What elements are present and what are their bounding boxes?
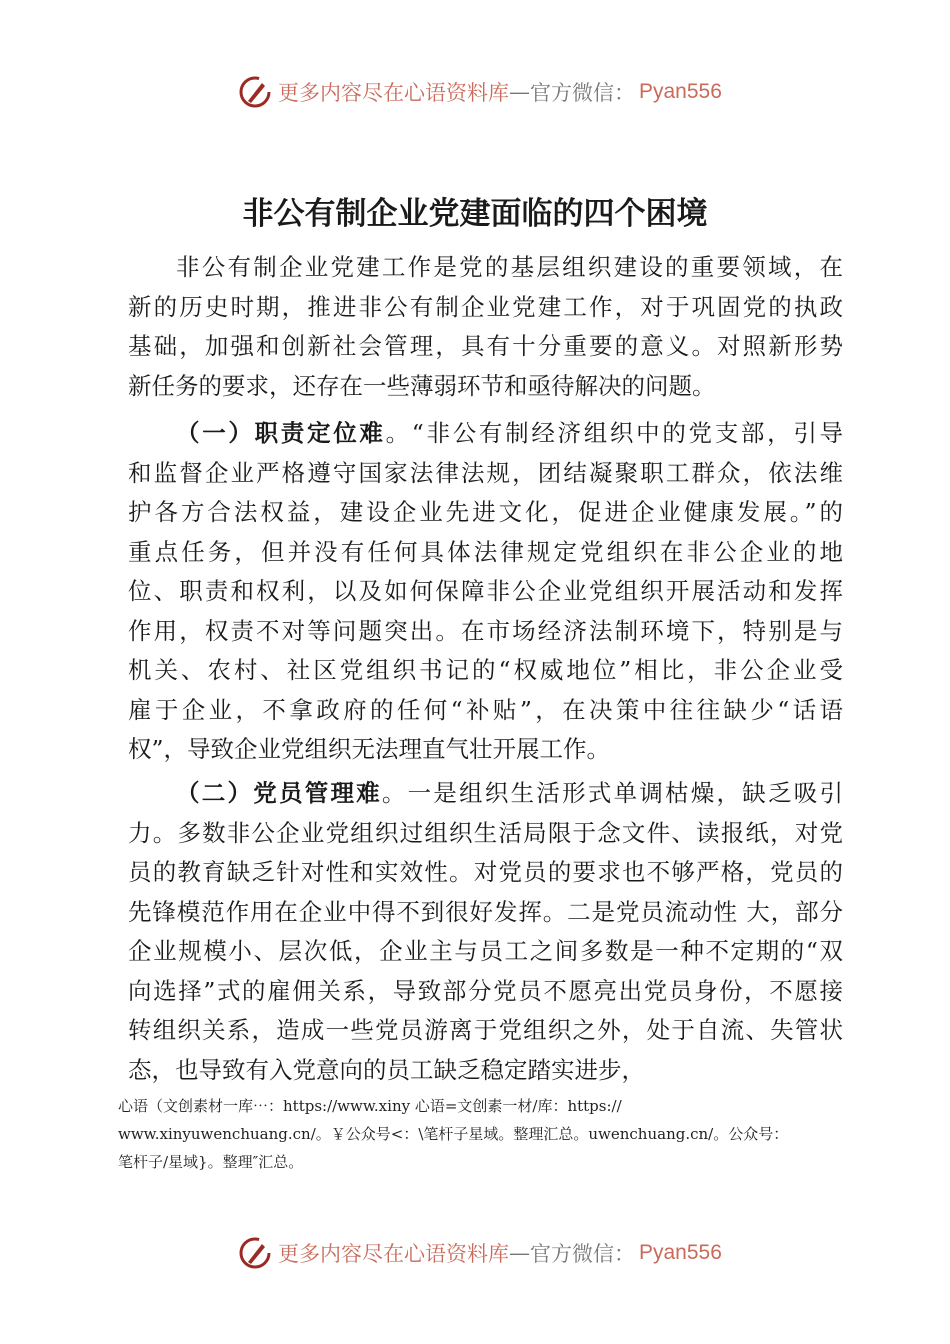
text-line [128,414,843,454]
top-banner[interactable] [238,72,738,112]
pen-logo-icon [238,1236,272,1270]
text-line: 转组织关系，造成一些党员游离于党组织之外，处于自流、失管状 [128,1016,843,1044]
text-line: 基础，加强和创新社会管理，具有十分重要的意义。对照新形势 [128,332,843,360]
footnote-line: www.xinyuwenchuang.cn/。￥公众号<：\笔杆子星域。整理汇总。uwenchuang.cn/。公众号： [118,1125,789,1143]
footnote [118,1092,838,1176]
text-line: 位、职责和权利，以及如何保障非公企业党组织开展活动和发挥 [128,577,843,605]
section-heading: （二）党员管理难 [176,779,382,807]
banner-wechat-label: 官方微信： [530,81,635,105]
text-line: 权”，导致企业党组织无法理直气壮开展工作。 [128,735,611,763]
banner-separator: — [509,1241,530,1265]
text-line: 力。多数非公企业党组织过组织生活局限于念文件、读报纸，对党 [128,818,843,847]
paragraph-section-1 [128,414,843,770]
paragraph-intro [128,248,843,406]
section-heading: （一）职责定位难 [176,419,386,447]
text-line: 员的教育缺乏针对性和实效性。对党员的要求也不够严格，党员的 [128,858,843,886]
banner-separator: — [509,80,530,104]
text-line: 先锋模范作用在企业中得不到很好发挥。二是党员流动性 大，部分 [128,897,843,926]
bottom-banner[interactable] [238,1233,738,1273]
banner-wechat-id: Pyan556 [639,80,722,103]
text-line: 重点任务，但并没有任何具体法律规定党组织在非公企业的地 [128,537,843,566]
text-line: 新的历史时期，推进非公有制企业党建工作，对于巩固党的执政 [128,292,843,321]
footnote-line: 笔杆子/星域}。整理″汇总。 [118,1153,304,1171]
text-line: 向选择”式的雇佣关系，导致部分党员不愿亮出党员身份，不愿接 [128,976,843,1005]
text-line [128,774,843,814]
paragraph-section-2 [128,774,843,1090]
banner-wechat-label: 官方微信： [530,1242,635,1266]
banner-wechat-id: Pyan556 [639,1241,722,1264]
text-span: 。“非公有制经济组织中的党支部，引导 [385,419,844,447]
text-line: 机关、农村、社区党组织书记的“权威地位”相比，非公企业受 [128,656,843,684]
document-title: 非公有制企业党建面临的四个困境 [242,196,708,232]
text-span: 。一是组织生活形式单调枯燥，缺乏吸引 [381,779,844,807]
banner-brand: 更多内容尽在心语资料库 [278,81,509,105]
text-line: 雇于企业，不拿政府的任何“补贴”，在决策中往往缺少“话语 [128,695,843,724]
pen-logo-icon [238,75,272,109]
text-line: 企业规模小、层次低，企业主与员工之间多数是一种不定期的“双 [128,937,843,965]
text-line: 和监督企业严格遵守国家法律法规，团结凝聚职工群众，依法维 [128,458,843,487]
text-line: 护各方合法权益，建设企业先进文化，促进企业健康发展。”的 [128,498,843,526]
text-line: 作用，权责不对等问题突出。在市场经济法制环境下，特别是与 [128,616,843,645]
footnote-line: 心语（文创素材一库⋯：https://www.xiny 心语=文创素一材/库：https:// [118,1097,622,1115]
banner-brand: 更多内容尽在心语资料库 [278,1242,509,1266]
text-line: 非公有制企业党建工作是党的基层组织建设的重要领域，在 [176,253,843,281]
text-line: 新任务的要求，还存在一些薄弱环节和亟待解决的问题。 [128,371,716,400]
text-line: 态，也导致有入党意向的员工缺乏稳定踏实进步， [128,1055,645,1084]
